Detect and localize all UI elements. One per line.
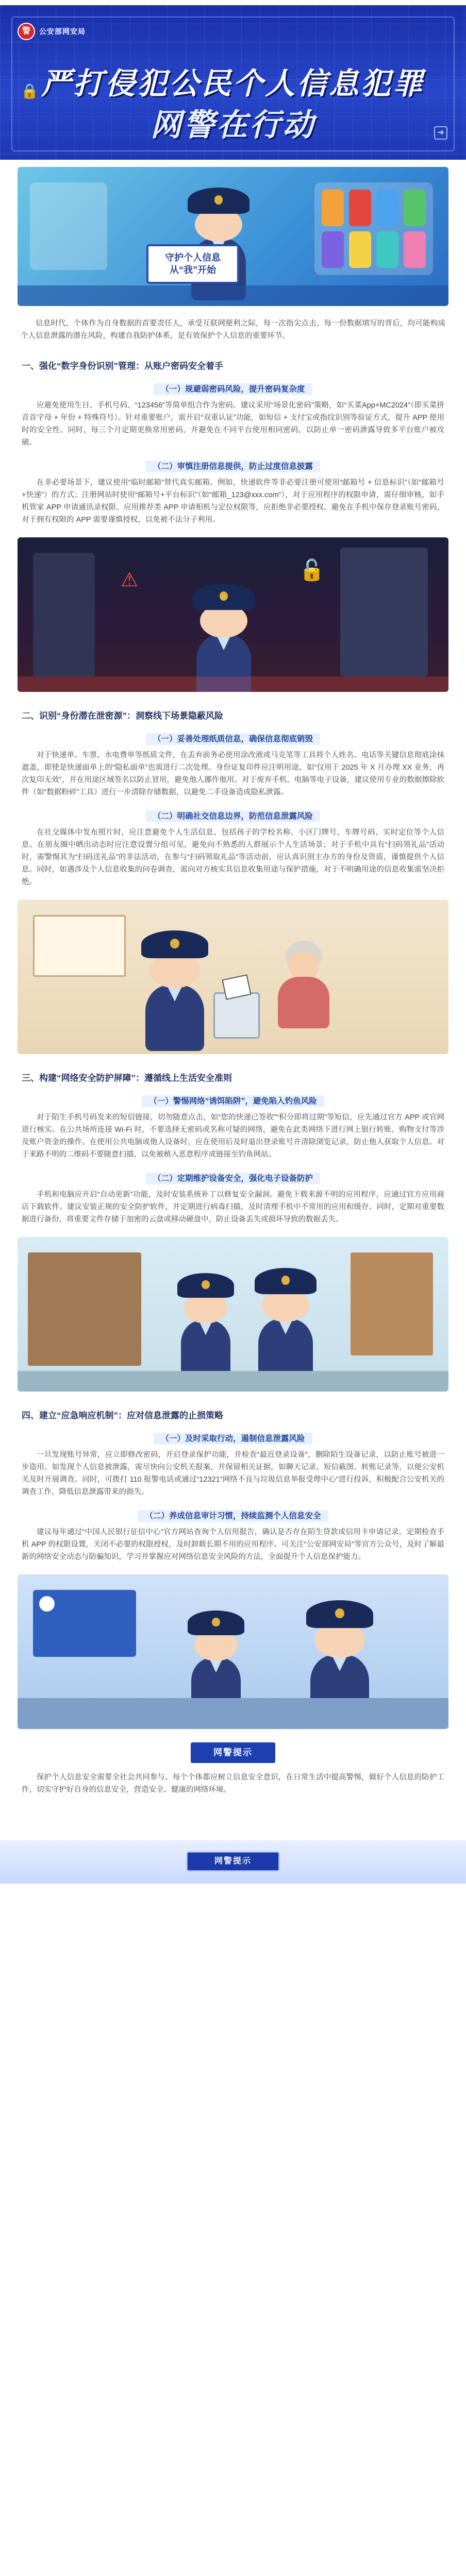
paragraph-4-2: 建议每年通过“中国人民银行征信中心”官方网站查询个人信用报告，确认是否存在陌生贷款或信用卡申请记录。定期检查手机 APP 的权限设置，关闭不必要的权限授权，及时卸载长期不用的应用程序。可关注“公安部网安局”等官方公众号，及时了解最新的网络安全动态与防骗知识，学习并掌握应对网络信息安全风险的方法，全面提升个人信息保护能力。 bbox=[22, 1528, 444, 1561]
subheading-text: （一）警惕网络“诱饵陷阱”，避免陷入钓鱼风险 bbox=[142, 1095, 324, 1107]
subheading-2-1 bbox=[0, 733, 466, 744]
subheading-text: （二）明确社交信息边界，防范信息泄露风险 bbox=[146, 810, 320, 822]
police-badge-icon: 警 bbox=[18, 23, 35, 40]
police-officer bbox=[188, 1611, 244, 1683]
app-icon bbox=[376, 190, 398, 226]
subheading-3-2 bbox=[0, 1172, 466, 1183]
warning-icon: ⚠ bbox=[121, 569, 139, 591]
server-rack-left bbox=[33, 553, 95, 676]
section-heading-1: 一、强化“数字身份识别”管理：从账户密码安全着手 bbox=[22, 361, 223, 371]
logo bbox=[18, 23, 86, 40]
banner-title: 严打侵犯公民个人信息犯罪 bbox=[41, 66, 425, 101]
paragraph-1-1: 应避免使用生日、手机号码、“123456”等简单组合作为密码。建议采用“场景化密码”策略，如“买菜App+MC2024”（即买菜拼音首字母 + 年份 + 特殊符号）。针对重要账户，需开启“双重认证”功能，如短信 + 支付宝或指纹识别等验证方式，提升 APP 使用时的安全性。同时，每三个月定期更换常用密码，并避免在不同平台使用相同密码，以防止单一密码泄露导致多平台账户被攻破。 bbox=[22, 401, 444, 447]
bookshelf bbox=[351, 1252, 433, 1355]
app-icon bbox=[322, 231, 344, 268]
slogan-sign bbox=[146, 244, 239, 284]
subheading-4-2 bbox=[0, 1510, 466, 1521]
app-icons-panel bbox=[314, 182, 433, 275]
trash-bin-icon bbox=[213, 992, 260, 1039]
screen-panel bbox=[30, 182, 107, 270]
police-officer bbox=[255, 1268, 317, 1345]
illustration-officer-sign bbox=[18, 167, 448, 306]
police-officer bbox=[141, 930, 208, 1013]
server-rack-right bbox=[340, 548, 428, 676]
illustration-server-room bbox=[18, 537, 448, 692]
sign-line-1: 守护个人信息 bbox=[165, 252, 221, 263]
page bbox=[0, 5, 466, 1884]
section-heading-2: 二、识别“身份潜在泄密源”：洞察线下场景隐蔽风险 bbox=[22, 711, 223, 721]
paragraph-2-1: 对于快递单、车票、水电费单等纸质文件，在丢弃前务必使用涂改液或马克笔等工具将个人姓名、电话等关键信息彻底涂抹遮盖，即使是快递面单上的“隐私面单”也需进行二次处理。身份证复印件应注明用途，如“仅用于 2025 年 X 月办理 XX 业务，再次复印无效”，并在用途区域签名以防止冒用，避免他人挪作他用。对于废弃手机、电脑等电子设备，建议使用专业的数据擦除软件（如“数据粉碎”工具）进行一步清除存储数据，以避免二手设备造成隐私泄露。 bbox=[22, 751, 444, 796]
desk bbox=[18, 1698, 448, 1729]
floor bbox=[18, 285, 448, 306]
subheading-text: （二）审慎注册信息提供，防止过度信息披露 bbox=[146, 461, 320, 472]
paragraph-4-1: 一旦发现账号异常，应立即修改密码，开启登录保护功能，并检查“最近登录设备”，删除陌生设备记录，以防止账号被进一步盗用。如发现个人信息被泄露，需尽快向公安机关报案，并保留相关证据，如聊天记录、短信截图、转账记录等，以便公安机关及时开展调查。同时，可拨打 110 报警电话或通过“12321”网络不良与垃圾信息举报受理中心”进行投诉，积极配合公安机关的调查工作，降低信息泄露带来的损失。 bbox=[22, 1451, 444, 1496]
bookshelf bbox=[28, 1252, 141, 1366]
section-heading-3: 三、构建“网络安全防护屏障”：遵循线上生活安全准则 bbox=[22, 1073, 232, 1083]
police-officer bbox=[306, 1600, 373, 1683]
subheading-1-2 bbox=[0, 460, 466, 471]
elderly-woman bbox=[275, 941, 332, 1023]
paragraph-1-2: 在非必要场景下，建议使用“临时邮箱”替代真实邮箱。例如，快递软件等非必要注册可使用“邮箱号 + 信息标识”（如“邮箱号+快递”）的方式；注册网站时使用“邮箱号+平台标识”（如“邮箱_123@xxx.com”），对于应用程序的权限申请，需仔细审核，如手机管家 APP 申请通讯录权限、应用推荐类 APP 申请相机与定位权限等，应拒绝非必要授权。避免在手机中保存登录账号密码，对于拥有权限的 APP 需要谨慎授权，以免被不法分子利用。 bbox=[22, 479, 444, 524]
subheading-text: （二）定期维护设备安全，强化电子设备防护 bbox=[146, 1173, 320, 1184]
intro-paragraph: 信息时代，个体作为自身数据的首要责任人，承受互联网便利之际，每一次指尖点击、每一份数据填写的背后，均可能构成个人信息泄露的潜在风险，构建自我防护体系，是有效保护个人信息的重要环节。 bbox=[21, 319, 445, 340]
arrow-icon: ➜ bbox=[434, 126, 447, 140]
app-icon bbox=[404, 231, 426, 268]
subheading-3-1 bbox=[0, 1095, 466, 1106]
app-icon bbox=[349, 231, 371, 268]
closing-paragraph: 保护个人信息安全需要全社会共同参与。每个个体都应树立信息安全意识，在日常生活中提高警惕，做好个人信息的防护工作，切实守护好自身的信息安全，营造安全、健康的网络环境。 bbox=[22, 1773, 444, 1794]
paragraph-3-1: 对于陌生手机号码发来的短信链接，切勿随意点击，如“您的快递已签收”“积分即将过期”等短信，应先通过官方 APP 或官网进行核实。在公共场所连接 Wi-Fi 时，不要选择无密码或名称可疑的网络，避免在此类网络下进行网上银行转账、购物支付等涉及账户资金的操作。在使用公共电脑或他人设备时，应在使用后及时退出登录账号并清除浏览记录，防止他人获取个人信息。对于来路不明的二维码不要随意扫描，以免被植入恶意程序或链接至钓鱼网站。 bbox=[22, 1113, 444, 1159]
tip-label: 网警提示 bbox=[191, 1742, 275, 1763]
alert-lock-icon: 🔓 bbox=[299, 559, 325, 582]
header-banner bbox=[0, 5, 466, 160]
illustration-police-monitor bbox=[18, 1574, 448, 1729]
banner-subtitle: 网警在行动 bbox=[151, 107, 315, 143]
app-icon bbox=[322, 190, 344, 226]
subheading-1-1 bbox=[0, 383, 466, 394]
subheading-text: （一）规避弱密码风险，提升密码复杂度 bbox=[154, 383, 312, 395]
red-glow bbox=[18, 676, 448, 692]
floor bbox=[18, 1371, 448, 1392]
subheading-text: （一）及时采取行动，遏制信息泄露风险 bbox=[154, 1433, 312, 1445]
subheading-text: （二）养成信息审计习惯，持续监测个人信息安全 bbox=[138, 1510, 328, 1522]
app-icon bbox=[404, 190, 426, 226]
paragraph-2-2: 在社交媒体中发布照片时，应注意避免个人生活信息，包括孩子的学校名称、小区门牌号、车牌号码、实时定位等个人信息。在朋友圈中晒出动态时应注意设置分组可见，避免向不熟悉的人群展示个人生活场景；对于手机中具有“扫码领礼品”活动时，需警惕其为“扫码送礼品”的非法活动，在参与“扫码领取礼品”等活动前，应认真识别主办方的身份及资质，谨慎提供个人信息。同时，如遇涉及个人信息收集的问卷调查，需向对方核实其信息收集用途与保护措施，对于不明确用途的信息收集需坚决拒绝。 bbox=[22, 828, 444, 886]
footer-bar bbox=[0, 1840, 466, 1884]
police-officer bbox=[177, 1273, 234, 1345]
window bbox=[33, 915, 126, 977]
logo-text: 公安部网安局 bbox=[39, 27, 86, 36]
subheading-4-1 bbox=[0, 1432, 466, 1444]
sign-line-2: 从“我”开始 bbox=[170, 265, 216, 276]
app-icon bbox=[349, 190, 371, 226]
lock-icon: 🔒 bbox=[21, 83, 39, 99]
monitor-screen bbox=[33, 1590, 136, 1657]
shield-icon bbox=[39, 1596, 55, 1612]
police-officer bbox=[193, 584, 255, 661]
app-icon bbox=[376, 231, 398, 268]
subheading-2-2 bbox=[0, 810, 466, 821]
footer-tag: 网警提示 bbox=[187, 1852, 279, 1871]
section-heading-4: 四、建立“应急响应机制”：应对信息泄露的止损策略 bbox=[22, 1411, 223, 1420]
paragraph-3-2: 手机和电脑应开启“自动更新”功能，及时安装系统补丁以修复安全漏洞。避免下载来源不明的应用程序，应通过官方应用商店下载软件。建议安装正规的安全防护软件，并定期进行病毒扫描，及时清理手机中不常用的应用和缓存。同时，定期对重要数据进行备份，将重要文件存储于加密的云盘或移动硬盘中，防止设备丢失或损坏导致的数据丢失。 bbox=[22, 1191, 444, 1224]
illustration-shredding-documents bbox=[18, 900, 448, 1054]
footer-area bbox=[0, 1811, 466, 1884]
subheading-text: （一）妥善处理纸质信息，确保信息彻底销毁 bbox=[146, 733, 320, 745]
illustration-office-police bbox=[18, 1237, 448, 1392]
